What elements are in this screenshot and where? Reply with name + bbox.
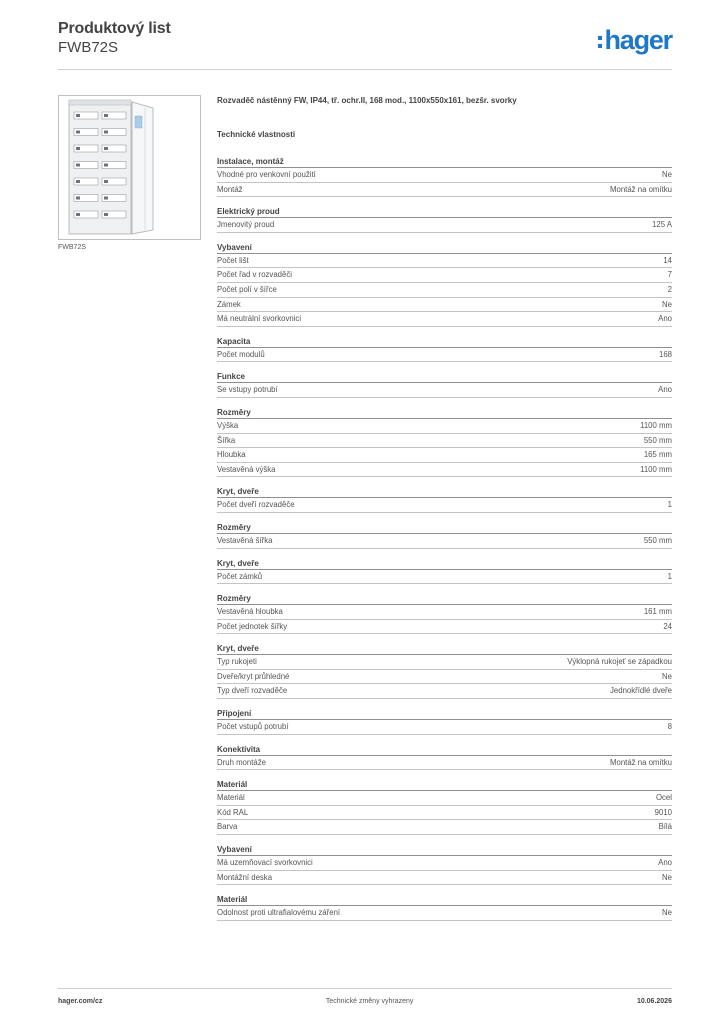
property-label: Počet jednotek šířky [217, 621, 288, 631]
property-label: Druh montáže [217, 757, 266, 767]
property-section [217, 336, 672, 363]
property-section [217, 522, 672, 549]
property-section [217, 486, 672, 513]
logo-text: hager [604, 24, 672, 55]
distribution-board-illustration [59, 96, 200, 239]
section-title: Vybavení [217, 242, 672, 254]
section-title: Připojení [217, 708, 672, 720]
hager-logo [598, 26, 672, 54]
footer-website[interactable]: hager.com/cz [58, 998, 103, 1005]
property-row [217, 419, 672, 434]
property-label: Typ rukojeti [217, 657, 257, 667]
property-label: Počet lišt [217, 255, 249, 265]
property-row [217, 283, 672, 298]
property-row [217, 756, 672, 771]
product-details [217, 96, 672, 930]
properties-list [217, 156, 672, 921]
property-label: Počet zámků [217, 571, 263, 581]
property-row [217, 620, 672, 635]
property-value: Výklopná rukojeť se západkou [567, 657, 672, 667]
image-caption: FWB72S [58, 244, 87, 251]
property-section [217, 558, 672, 585]
property-label: Vestavěná šířka [217, 535, 273, 545]
property-row [217, 655, 672, 670]
property-value: Ano [658, 858, 672, 868]
property-label: Montáž [217, 184, 243, 194]
property-label: Kód RAL [217, 807, 249, 817]
section-title: Kryt, dveře [217, 486, 672, 498]
property-row [217, 183, 672, 198]
property-row [217, 684, 672, 699]
property-section [217, 156, 672, 197]
property-row [217, 605, 672, 620]
property-label: Dveře/kryt průhledné [217, 671, 290, 681]
property-section [217, 206, 672, 233]
page-footer [58, 988, 672, 1005]
property-label: Šířka [217, 435, 236, 445]
property-value: Ne [662, 299, 672, 309]
property-value: 8 [667, 722, 672, 732]
property-label: Počet vstupů potrubí [217, 722, 289, 732]
property-section [217, 894, 672, 921]
property-row [217, 806, 672, 821]
property-row [217, 312, 672, 327]
property-row [217, 168, 672, 183]
property-section [217, 708, 672, 735]
property-label: Vhodné pro venkovní použití [217, 170, 316, 179]
property-row [217, 670, 672, 685]
section-title: Kryt, dveře [217, 558, 672, 570]
property-section [217, 779, 672, 835]
property-value: Jednokřídlé dveře [610, 686, 672, 696]
footer-notice: Technické změny vyhrazeny [325, 998, 414, 1005]
section-title: Materiál [217, 779, 672, 791]
property-label: Typ dveří rozvaděče [217, 686, 288, 696]
property-value: 165 mm [643, 450, 672, 460]
section-title: Kapacita [217, 336, 672, 348]
property-row [217, 534, 672, 549]
property-value: 1100 mm [640, 420, 672, 430]
property-label: Odolnost proti ultrafialovému záření [217, 908, 341, 918]
property-row [217, 268, 672, 283]
property-label: Vestavěná hloubka [217, 607, 283, 617]
property-label: Počet řad v rozvaděči [217, 270, 292, 280]
property-label: Počet polí v šířce [217, 284, 277, 294]
property-row [217, 383, 672, 398]
property-row [217, 871, 672, 886]
property-section [217, 643, 672, 699]
property-label: Výška [217, 420, 239, 430]
section-title: Kryt, dveře [217, 643, 672, 655]
property-label: Barva [217, 822, 238, 832]
tech-heading: Technické vlastnosti [217, 130, 296, 139]
property-row [217, 570, 672, 585]
section-title: Rozměry [217, 407, 672, 419]
property-value: 168 [658, 349, 672, 359]
property-value: 125 A [652, 220, 672, 230]
property-row [217, 448, 672, 463]
property-label: Počet dveří rozvaděče [217, 500, 295, 510]
property-section [217, 744, 672, 771]
property-value: 161 mm [643, 607, 672, 617]
property-row [217, 906, 672, 921]
logo-dots-icon [598, 36, 602, 48]
property-section [217, 371, 672, 398]
section-title: Rozměry [217, 593, 672, 605]
section-title: Vybavení [217, 844, 672, 856]
product-code: FWB72S [58, 39, 119, 56]
property-label: Montážní deska [217, 872, 273, 882]
property-row [217, 720, 672, 735]
page-header [58, 20, 672, 70]
property-row [217, 254, 672, 269]
property-row [217, 791, 672, 806]
property-row [217, 298, 672, 313]
property-value: 2 [667, 284, 672, 294]
property-value: 1100 mm [640, 464, 672, 474]
property-row [217, 463, 672, 478]
property-label: Se vstupy potrubí [217, 385, 278, 395]
property-value: Ne [662, 908, 672, 918]
property-row [217, 434, 672, 449]
property-section [217, 593, 672, 634]
property-value: Montáž na omítku [610, 184, 672, 194]
property-label: Jmenovitý proud [217, 220, 275, 230]
property-row [217, 820, 672, 835]
property-row [217, 348, 672, 363]
section-title: Konektivita [217, 744, 672, 756]
property-value: Montáž na omítku [610, 757, 672, 767]
property-section [217, 407, 672, 477]
property-value: 14 [663, 255, 672, 265]
property-value: 550 mm [643, 435, 672, 445]
property-value: 7 [667, 270, 672, 280]
section-title: Funkce [217, 371, 672, 383]
product-description: Rozvaděč nástěnný FW, IP44, tř. ochr.II, 168 mod., 1100x550x161, bezšr. svorky [217, 96, 517, 105]
property-value: 9010 [654, 807, 672, 817]
section-title: Instalace, montáž [217, 156, 672, 168]
property-row [217, 856, 672, 871]
property-label: Zámek [217, 299, 241, 309]
property-value: Ano [658, 314, 672, 324]
property-section [217, 242, 672, 327]
property-value: 1 [667, 500, 672, 510]
property-value: Ne [662, 671, 672, 681]
property-section [217, 844, 672, 885]
property-label: Počet modulů [217, 349, 265, 359]
property-value: 550 mm [643, 535, 672, 545]
property-value: Ano [658, 385, 672, 395]
section-title: Elektrický proud [217, 206, 672, 218]
property-label: Má neutrální svorkovnici [217, 314, 302, 324]
property-value: Ocel [655, 793, 672, 803]
property-row [217, 218, 672, 233]
property-label: Má uzemňovací svorkovnici [217, 858, 313, 868]
footer-date: 10.06.2026 [636, 998, 672, 1005]
document-title: Produktový list [58, 20, 171, 37]
property-value: 24 [663, 621, 672, 631]
section-title: Materiál [217, 894, 672, 906]
property-value: Ne [662, 170, 672, 179]
product-image [58, 95, 201, 240]
property-value: Ne [662, 872, 672, 882]
property-value: 1 [667, 571, 672, 581]
property-row [217, 498, 672, 513]
property-value: Bílá [658, 822, 672, 832]
property-label: Materiál [217, 793, 245, 803]
section-title: Rozměry [217, 522, 672, 534]
property-label: Hloubka [217, 450, 246, 460]
property-label: Vestavěná výška [217, 464, 276, 474]
